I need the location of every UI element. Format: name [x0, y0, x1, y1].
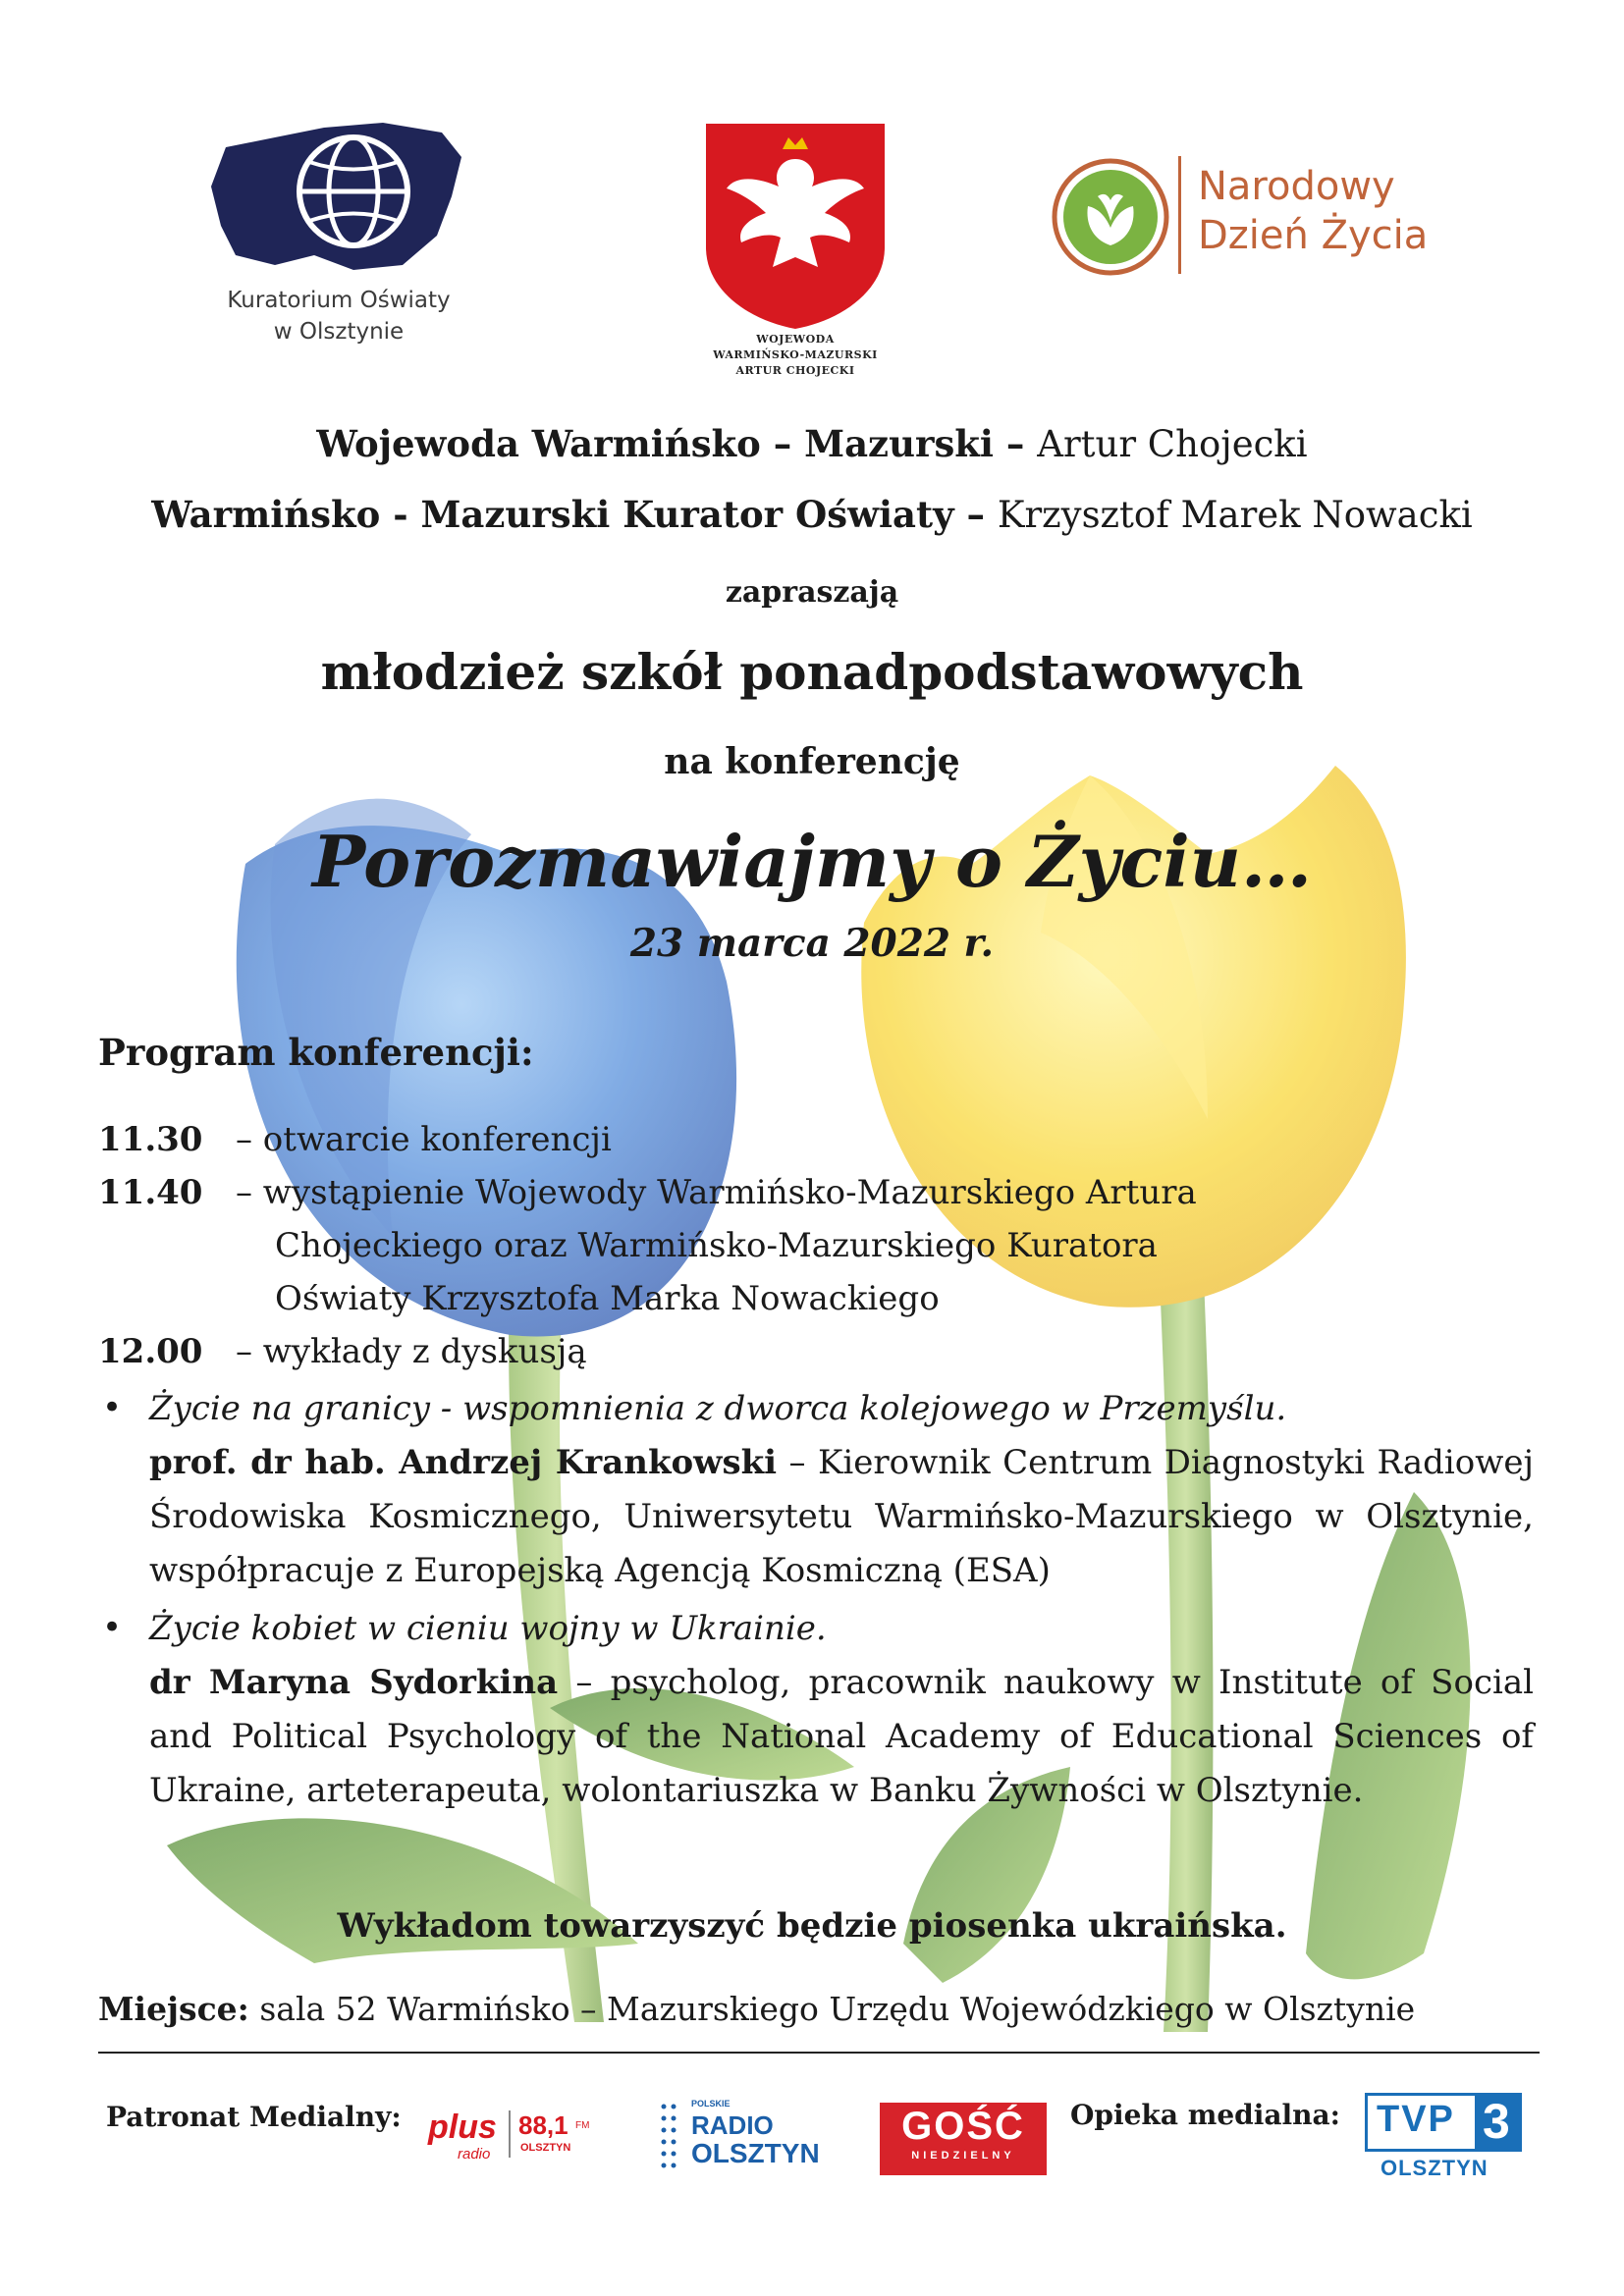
wojewoda-line3: ARTUR CHOJECKI — [735, 364, 855, 377]
dots-icon — [660, 2103, 683, 2171]
lecture-2-desc: – psycholog, pracownik naukowy w Institute of Social and Political Psychology of the National Academy of Educational Sciences of Ukraine, arteterapeuta, wolontariuszka w Banku Żywności w Olsztynie. — [149, 1663, 1535, 1810]
program-item-1 — [98, 1113, 612, 1166]
host-line-2 — [0, 493, 1624, 536]
place-line — [98, 1983, 1415, 2036]
lecture-1 — [149, 1382, 1534, 1598]
program-time-3: 12.00 — [98, 1332, 203, 1371]
tvp-num: 3 — [1483, 2094, 1510, 2149]
footer-divider — [98, 2052, 1540, 2054]
gosc-niedzielny-logo — [880, 2103, 1047, 2175]
tvp-city: OLSZTYN — [1380, 2156, 1489, 2180]
conference-title: Porozmawiajmy o Życiu… — [311, 820, 1313, 903]
map-globe-icon — [206, 118, 471, 285]
conference-date: 23 marca 2022 r. — [629, 921, 995, 966]
program-item-3 — [98, 1325, 587, 1378]
tvp3-logo — [1365, 2093, 1532, 2181]
lecture-2-topic: Życie kobiet w cieniu wojny w Ukrainie. — [149, 1609, 827, 1648]
kuratorium-line1: Kuratorium Oświaty — [227, 288, 451, 313]
program-text-1: – otwarcie konferencji — [236, 1120, 612, 1159]
lecture-2-speaker: dr Maryna Sydorkina — [149, 1663, 559, 1702]
program-heading: Program konferencji: — [98, 1031, 534, 1074]
place-label: Miejsce: — [98, 1990, 249, 2028]
radio-olsztyn-logo — [660, 2099, 846, 2177]
wojewoda-line2: WARMIŃSKO-MAZURSKI — [713, 348, 878, 361]
patronat-label: Patronat Medialny: — [106, 2101, 402, 2133]
opieka-label: Opieka medialna: — [1070, 2099, 1340, 2131]
program-item-2-cont1: Chojeckiego oraz Warmińsko-Mazurskiego Kuratora — [275, 1226, 1158, 1265]
host2-title: Warmińsko - Mazurski Kurator Oświaty — [151, 493, 954, 536]
tulip-circle-icon — [1051, 157, 1170, 277]
bullet-icon: • — [102, 1388, 123, 1427]
host1-name: Artur Chojecki — [1037, 423, 1308, 465]
program-item-2 — [98, 1166, 1197, 1219]
lecture-1-desc: – Kierownik Centrum Diagnostyki Radiowej Środowiska Kosmicznego, Uniwersytetu Warmińsko-Mazurskiego w Olsztynie, współpracuje z Europejską Agencją Kosmiczną (ESA) — [149, 1443, 1534, 1590]
host2-sep: – — [953, 493, 998, 536]
plus-fm: FM — [575, 2120, 590, 2131]
program-text-2: – wystąpienie Wojewody Warmińsko-Mazurskiego Artura — [236, 1173, 1197, 1212]
program-time-1: 11.30 — [98, 1120, 203, 1159]
invite-text: zapraszają — [725, 575, 899, 610]
plus-sub: radio — [458, 2146, 491, 2163]
gosc-sub: NIEDZIELNY — [911, 2150, 1015, 2162]
radio-line2: OLSZTYN — [691, 2138, 820, 2168]
wojewoda-line1: WOJEWODA — [756, 333, 835, 346]
kuratorium-logo — [201, 118, 476, 353]
host1-sep: – — [993, 422, 1038, 465]
plus-radio-logo — [428, 2109, 605, 2167]
narodowy-dzien-zycia-logo — [1051, 152, 1463, 280]
plus-word: plus — [428, 2109, 497, 2146]
song-note: Wykładom towarzyszyć będzie piosenka ukraińska. — [337, 1906, 1287, 1946]
host1-title: Wojewoda Warmińsko – Mazurski — [316, 422, 994, 465]
ndz-line1: Narodowy — [1198, 164, 1395, 209]
audience-text: młodzież szkół ponadpodstawowych — [320, 643, 1304, 701]
program-text-3: – wykłady z dyskusją — [236, 1332, 587, 1371]
plus-freq: 88,1 — [518, 2110, 568, 2140]
eagle-shield-icon — [702, 120, 889, 331]
ndz-line2: Dzień Życia — [1198, 213, 1429, 258]
bullet-icon: • — [102, 1608, 123, 1647]
host2-name: Krzysztof Marek Nowacki — [997, 494, 1473, 536]
lecture-1-topic: Życie na granicy - wspomnienia z dworca kolejowego w Przemyślu. — [149, 1389, 1287, 1428]
tvp-word: TVP — [1377, 2099, 1455, 2140]
program-item-2-cont2: Oświaty Krzysztofa Marka Nowackiego — [275, 1279, 940, 1318]
wojewoda-crest-logo — [687, 118, 903, 393]
conference-label: na konferencję — [664, 741, 960, 782]
radio-small: POLSKIE — [691, 2099, 731, 2109]
lecture-2 — [149, 1602, 1534, 1818]
host-line-1 — [0, 422, 1624, 465]
place-value: sala 52 Warmińsko – Mazurskiego Urzędu Wojewódzkiego w Olsztynie — [248, 1990, 1416, 2028]
lecture-1-speaker: prof. dr hab. Andrzej Krankowski — [149, 1443, 778, 1482]
plus-city: OLSZTYN — [520, 2142, 571, 2154]
program-time-2: 11.40 — [98, 1173, 203, 1212]
gosc-word: GOŚĆ — [901, 2105, 1025, 2148]
kuratorium-line2: w Olsztynie — [273, 319, 405, 345]
radio-line1: RADIO — [691, 2110, 774, 2140]
